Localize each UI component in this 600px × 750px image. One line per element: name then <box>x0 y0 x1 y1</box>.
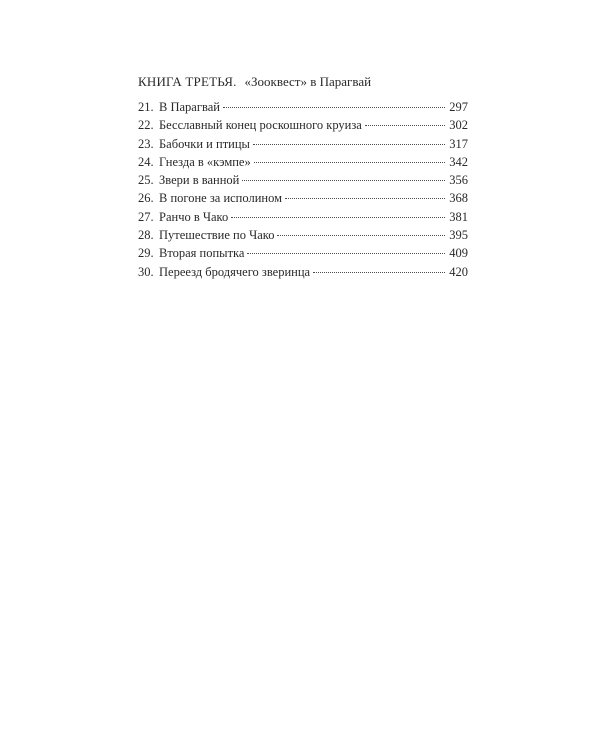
dot-leader <box>223 107 445 108</box>
toc-entry-26 <box>138 189 468 207</box>
entry-page: 395 <box>449 228 468 243</box>
entry-page: 342 <box>449 154 468 169</box>
dot-leader <box>253 144 445 145</box>
dot-leader <box>247 253 445 254</box>
entry-number: 23. <box>138 136 154 151</box>
table-of-contents <box>138 74 468 281</box>
entry-title: В Парагвай <box>159 100 220 114</box>
dot-leader <box>313 272 445 273</box>
entry-page: 302 <box>449 118 468 133</box>
dot-leader <box>254 162 445 163</box>
entry-page: 297 <box>449 100 468 114</box>
toc-entries <box>138 98 468 281</box>
entry-number: 28. <box>138 228 154 243</box>
entry-title: Вторая попытка <box>159 246 245 261</box>
dot-leader <box>231 217 445 218</box>
entry-title: Переезд бродячего зверинца <box>159 264 311 279</box>
entry-page: 420 <box>449 264 468 279</box>
book-title: «Зооквест» в Парагвай <box>244 74 372 89</box>
entry-page: 368 <box>449 191 468 206</box>
entry-title: Гнезда в «кэмпе» <box>159 154 251 169</box>
entry-title: В погоне за исполином <box>159 191 282 206</box>
toc-entry-24 <box>138 153 468 171</box>
entry-title: Бесславный конец роскошного круиза <box>159 118 362 133</box>
entry-title: Путешествие по Чако <box>159 228 275 243</box>
toc-entry-23 <box>138 135 468 153</box>
entry-number: 22. <box>138 118 154 133</box>
dot-leader <box>242 180 445 181</box>
toc-entry-22 <box>138 116 468 134</box>
dot-leader <box>285 198 445 199</box>
book-label: КНИГА ТРЕТЬЯ. <box>138 74 237 89</box>
toc-entry-30 <box>138 263 468 281</box>
entry-number: 24. <box>138 154 154 169</box>
section-heading <box>138 74 468 92</box>
entry-title: Ранчо в Чако <box>159 209 229 224</box>
entry-number: 30. <box>138 264 154 279</box>
entry-number: 21. <box>138 100 154 114</box>
toc-entry-21 <box>138 98 468 116</box>
entry-number: 25. <box>138 173 154 188</box>
entry-page: 381 <box>449 209 468 224</box>
entry-page: 356 <box>449 173 468 188</box>
toc-entry-28 <box>138 226 468 244</box>
entry-page: 317 <box>449 136 468 151</box>
entry-number: 29. <box>138 246 154 261</box>
toc-entry-25 <box>138 171 468 189</box>
dot-leader <box>365 125 445 126</box>
entry-page: 409 <box>449 246 468 261</box>
entry-title: Звери в ванной <box>159 173 240 188</box>
dot-leader <box>277 235 445 236</box>
toc-entry-27 <box>138 208 468 226</box>
entry-number: 27. <box>138 209 154 224</box>
entry-number: 26. <box>138 191 154 206</box>
entry-title: Бабочки и птицы <box>159 136 250 151</box>
toc-entry-29 <box>138 244 468 262</box>
